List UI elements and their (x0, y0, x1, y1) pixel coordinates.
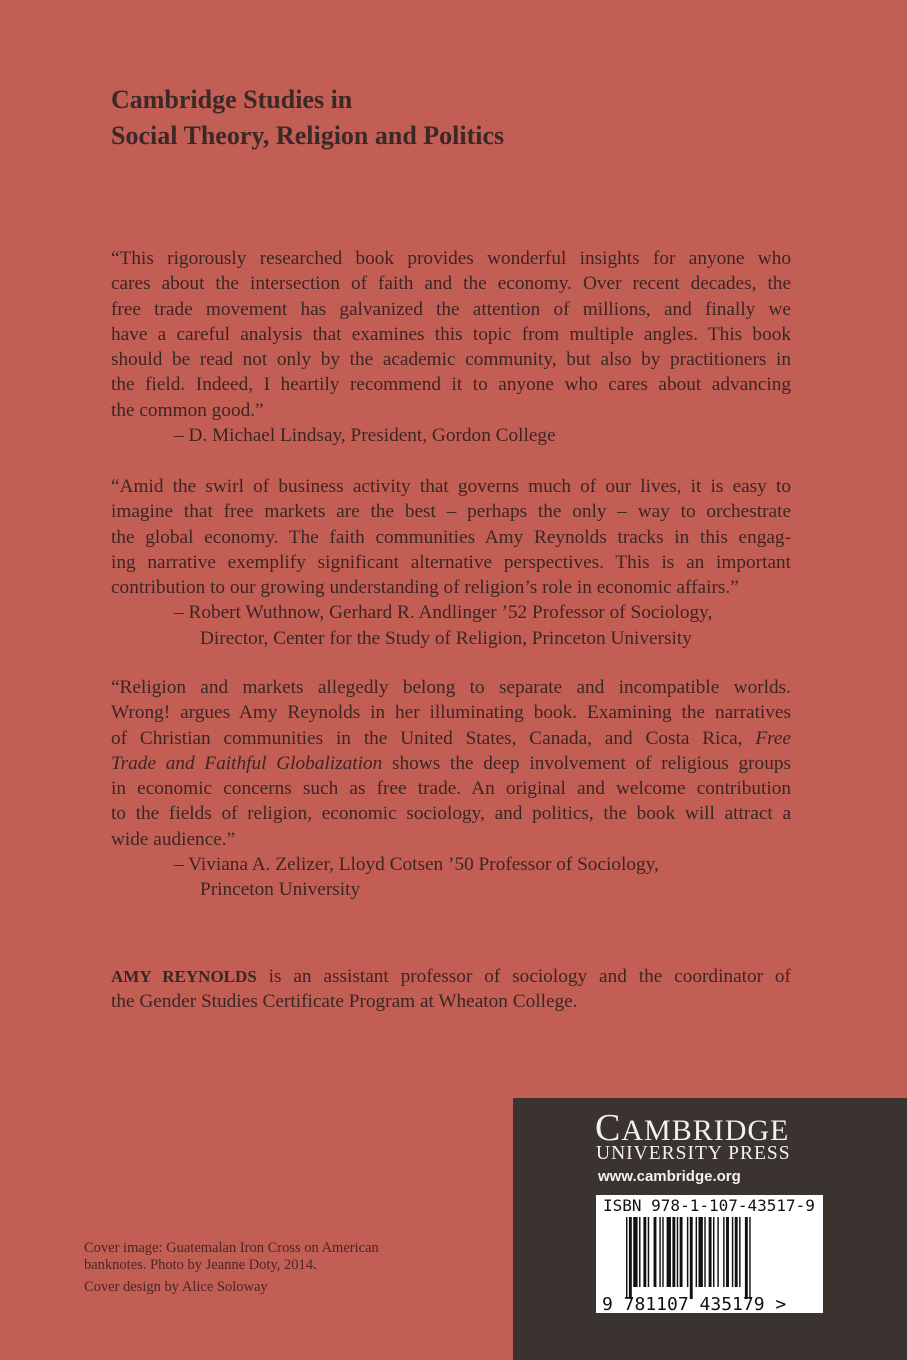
barcode-bar (739, 1217, 740, 1287)
barcode-bar (639, 1217, 640, 1287)
barcode-bar (677, 1217, 678, 1287)
publisher-box (513, 1098, 907, 1360)
quote-line: contribution to our growing understanding of religion’s role in economic affairs.” (111, 577, 739, 599)
quote-line (111, 726, 791, 751)
quote-text: of Christian communities in the United States, Canada, and Costa Rica, (111, 727, 756, 749)
barcode-bar (713, 1217, 714, 1287)
series-line: Cambridge Studies in (111, 85, 353, 114)
barcode-bar (745, 1217, 748, 1299)
quote-line: Wrong! argues Amy Reynolds in her illuminating book. Examining the narratives (111, 702, 791, 724)
barcode-bar (672, 1217, 675, 1287)
endorsement-2 (111, 474, 791, 651)
logo-initial: C (595, 1107, 622, 1149)
barcode-bar (643, 1217, 646, 1287)
barcode-bar (667, 1217, 671, 1287)
cover-credits (84, 1240, 379, 1296)
barcode-bar (626, 1217, 627, 1299)
quote-line: wide audience.” (111, 828, 236, 850)
quote-line: cares about the intersection of faith and the economy. Over recent decades, the (111, 273, 791, 295)
barcode-bar (648, 1217, 649, 1287)
barcode-bar (704, 1217, 705, 1287)
attribution: – D. Michael Lindsay, President, Gordon College (174, 425, 556, 447)
barcode-bar (662, 1217, 663, 1287)
quote-line: “This rigorously researched book provides wonderful insights for anyone who (111, 248, 791, 269)
barcode-bar (654, 1217, 657, 1287)
credit-line: banknotes. Photo by Jeanne Doty, 2014. (84, 1257, 317, 1273)
barcode-bar (709, 1217, 712, 1287)
quote-line: the field. Indeed, I heartily recommend it to anyone who cares about advancing (111, 374, 791, 396)
barcode-digits: 9 781107 435179 > (602, 1294, 787, 1315)
book-title: Free (755, 727, 791, 749)
quote-line: should be read not only by the academic community, but also by practitioners in (111, 349, 791, 371)
attribution: – Robert Wuthnow, Gerhard R. Andlinger ’52 Professor of Sociology, (174, 602, 713, 624)
quote-line: ing narrative exemplify significant alternative perspectives. This is an important (111, 551, 791, 573)
attribution: Princeton University (200, 879, 361, 901)
quote-line: in economic concerns such as free trade. An original and welcome contribution (111, 778, 791, 800)
barcode-bar (726, 1217, 729, 1287)
design-credit: Cover design by Alice Soloway (84, 1279, 268, 1295)
credit-line: Cover image: Guatemalan Iron Cross on American (84, 1240, 379, 1256)
quote-line: the global economy. The faith communities Amy Reynolds tracks in this engag- (111, 526, 791, 548)
quote-line: to the fields of religion, economic sociology, and politics, the book will attract a (111, 803, 791, 825)
barcode-bar (749, 1217, 750, 1299)
barcode-bar (696, 1217, 697, 1287)
quote-line: “Amid the swirl of business activity that governs much of our lives, it is easy to (111, 476, 791, 497)
attribution: Director, Center for the Study of Religion, Princeton University (200, 627, 692, 649)
barcode-bar (687, 1217, 688, 1287)
quote-line: “Religion and markets allegedly belong to separate and incompatible worlds. (111, 677, 791, 698)
barcode-bar (633, 1217, 637, 1287)
bio-line (111, 964, 791, 989)
endorsement-1 (111, 246, 791, 448)
bio-line: the Gender Studies Certificate Program at Wheaton College. (111, 991, 578, 1013)
barcode-bar (659, 1217, 660, 1287)
barcode-bar (680, 1217, 683, 1287)
quote-line: the common good.” (111, 399, 264, 421)
author-bio (111, 964, 791, 1015)
quote-line (111, 751, 791, 776)
quote-line: imagine that free markets are the best – perhaps the only – way to orchestrate (111, 501, 791, 523)
barcode-bar (690, 1217, 693, 1299)
quote-text: shows the deep involvement of religious groups (382, 752, 791, 774)
series-line: Social Theory, Religion and Politics (111, 121, 505, 150)
barcode-bar (723, 1217, 724, 1287)
logo-text: AMBRIDGE (621, 1114, 790, 1147)
endorsement-3 (111, 675, 791, 903)
barcode-bar (732, 1217, 733, 1287)
barcode-bar (629, 1217, 632, 1299)
publisher-url: www.cambridge.org (598, 1168, 741, 1185)
bio-text: is an assistant professor of sociology and the coordinator of (256, 966, 791, 987)
barcode-bar (699, 1217, 703, 1287)
publisher-name: UNIVERSITY PRESS (596, 1143, 791, 1164)
quote-line: have a careful analysis that examines this topic from multiple angles. This book (111, 323, 791, 345)
book-title: Trade and Faithful Globalization (111, 752, 383, 774)
author-name: AMY REYNOLDS (111, 967, 257, 986)
barcode-bar (735, 1217, 738, 1287)
quote-line: free trade movement has galvanized the attention of millions, and finally we (111, 298, 791, 320)
isbn-text: ISBN 978-1-107-43517-9 (603, 1196, 815, 1215)
barcode-bar (717, 1217, 718, 1287)
series-title (111, 82, 504, 154)
attribution: – Viviana A. Zelizer, Lloyd Cotsen ’50 Professor of Sociology, (174, 854, 659, 876)
isbn-barcode (596, 1195, 823, 1313)
